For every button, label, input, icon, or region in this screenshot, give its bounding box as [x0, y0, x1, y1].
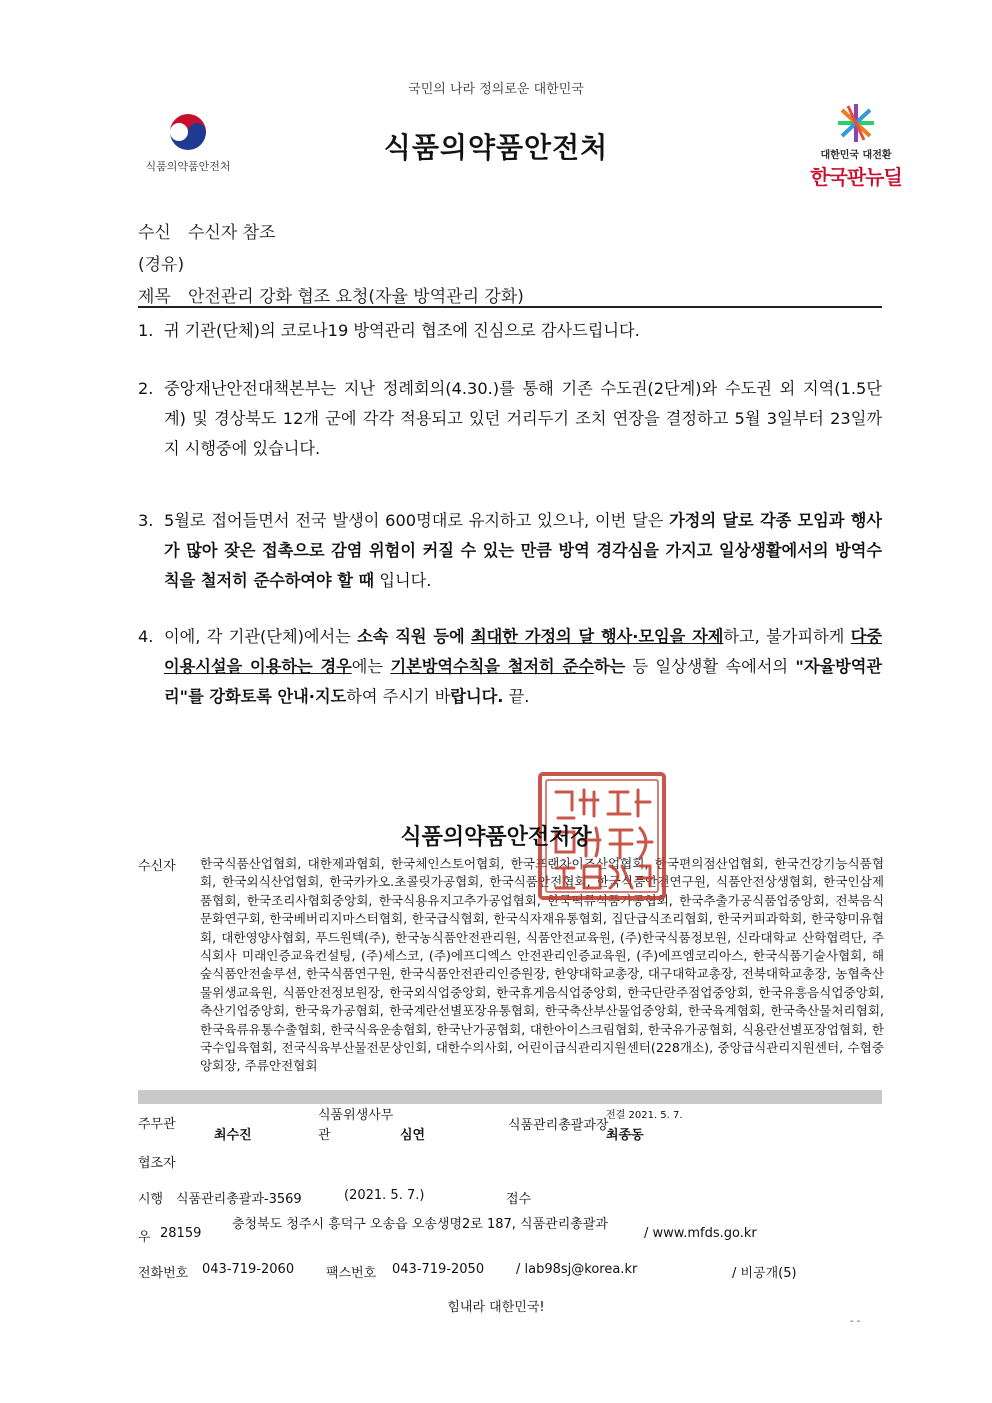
paragraph-3-emphasis: 가정의 달로 각종 모임과 행사가 많아 잦은 접촉으로 감염 위험이 커질 수 있는 만큼 방역 경각심을 가지고 일상생활에서의 방역수칙을 철저히 준수하여야 할 때	[164, 511, 883, 590]
paragraph-4-part-6: 다중이용시설을 이용하는 경우	[164, 627, 882, 676]
paragraph-4-part-7: 에는	[351, 657, 391, 676]
receipt-label: 접수	[506, 1192, 532, 1207]
exec-value: 식품관리총괄과-3569	[176, 1192, 302, 1207]
paragraph-4-part-14: 끝.	[503, 687, 530, 706]
new-deal-subtitle: 대한민국 대전환	[820, 150, 892, 161]
drafter-label: 주무관	[138, 1117, 176, 1132]
recipient-value: 수신자 참조	[188, 223, 276, 243]
header-slogan: 국민의 나라 정의로운 대한민국	[408, 82, 584, 97]
paragraph-4-part-2: 소속 직원 등에	[357, 627, 465, 646]
postal-code: 28159	[160, 1226, 202, 1241]
recipient-key: 수신	[138, 223, 171, 243]
footer-divider-band	[138, 1090, 882, 1104]
paragraph-4-text	[164, 622, 882, 712]
paragraph-4-part-11: "자율방역관리"를 강화토록 안내·지도	[164, 657, 883, 706]
signature-title: 식품의약품안전처장	[400, 825, 592, 850]
paragraph-2-text: 중앙재난안전대책본부는 지난 정례회의(4.30.)를 통해 기존 수도권(2단계)와 수도권 외 지역(1.5단계) 및 경상북도 12개 군에 각각 적용되고 있던 거리두기 조치 연장을 결정하고 5월 3일부터 23일까지 시행중에 있습니다.	[164, 379, 882, 458]
cooperator-label: 협조자	[138, 1156, 176, 1171]
postal-label: 우	[138, 1230, 151, 1245]
new-deal-burst-icon	[826, 102, 886, 144]
bottom-slogan: 힘내라 대한민국!	[447, 1300, 545, 1315]
paragraph-3-text	[164, 506, 882, 596]
paragraph-4-part-12: 하여 주시기 바	[346, 687, 451, 706]
officer-label-1: 식품위생사무	[318, 1108, 394, 1123]
email-link[interactable]: / lab98sj@korea.kr	[516, 1262, 638, 1277]
address: 충청북도 청주시 흥덕구 오송읍 오송생명2로 187, 식품관리총괄과	[232, 1217, 608, 1232]
paragraph-2-number: 2.	[138, 379, 154, 398]
paragraph-3	[138, 506, 882, 596]
paragraph-4-part-10: 등 일상생활 속에서의	[625, 657, 796, 676]
paragraph-1-text: 귀 기관(단체)의 코로나19 방역관리 협조에 진심으로 감사드립니다.	[164, 321, 640, 340]
officer-name: 심연	[400, 1128, 426, 1143]
new-deal-title: 한국판뉴딜	[810, 165, 902, 189]
agency-title: 식품의약품안전처	[383, 131, 609, 164]
recipients-list: 한국식품산업협회, 대한제과협회, 한국체인스토어협회, 한국프랜차이즈산업협회, 한국편의점산업협회, 한국건강기능식품협회, 한국외식산업협회, 한국카카오.초콜릿가공협회, 한국식품안전협회, 한국식품안전연구원, 식품안전상생협회, 한국인삼제품협회, 한국조리사협회중앙회, 한국식용유지고추가공업협회, 한국떡류식품가공협회, 한국추출가공식품업중앙회, 전북음식문화연구회, 한국베버리지마스터협회, 한국급식협회, 한국식자재유통협회, 집단급식조리협회, 한국커피과학회, 한국향미유협회, 대한영양사협회, 푸드원텍(주), 한국농식품안전관리원, 식품안전교육원, (주)한국식품정보원, 신라대학교 산학협력단, 주식회사 미래인증교육컨설팅, (주)세스코, (주)에프디엑스 안전관리인증교육원, (주)에프엠코리아스, 한국식품기술사협회, 해숲식품안전솔루션, 한국식품연구원, 한국식품안전관리인증원장, 한양대학교총장, 대구대학교총장, 전북대학교총장, 농협축산물위생교육원, 식품안전정보원장, 한국외식업중앙회, 한국휴게음식업중앙회, 한국단란주점업중앙회, 한국유흥음식업중앙회, 축산기업중앙회, 한국육가공협회, 한국계란선별포장유통협회, 한국축산부산물업중앙회, 한국육계협회, 한국축산물처리협회, 한국육류유통수출협회, 한국식육운송협회, 한국난가공협회, 대한아이스크림협회, 한국유가공협회, 식용란선별포장업협회, 한국수입육협회, 전국식육부산물전문상인회, 대한수의사회, 어린이급식관리지원센터(228개소), 중앙급식관리지원센터, 수협중앙회장, 주류안전협회	[200, 856, 884, 1074]
subject-value: 안전관리 강화 협조 요청(자율 방역관리 강화)	[188, 287, 524, 307]
korean-new-deal-logo	[796, 102, 916, 190]
recipients-label: 수신자	[138, 859, 176, 874]
agency-logo-label: 식품의약품안전처	[145, 160, 231, 173]
phone-number: 043-719-2060	[202, 1262, 295, 1277]
subject-key: 제목	[138, 287, 171, 307]
via-line: (경유)	[138, 255, 185, 275]
corner-mark: - -	[850, 1316, 861, 1327]
director-name: 최종동	[606, 1128, 644, 1143]
paragraph-1	[138, 316, 882, 346]
exec-label: 시행	[138, 1192, 164, 1207]
paragraph-4	[138, 622, 882, 712]
subject-line	[138, 282, 524, 307]
paragraph-3-part-1: 5월로 접어들면서 전국 발생이 600명대로 유지하고 있으나, 이번 달은	[164, 511, 670, 530]
paragraph-2	[138, 374, 882, 464]
approval-note: 전결 2021. 5. 7.	[606, 1110, 683, 1121]
paragraph-4-part-1: 이에, 각 기관(단체)에서는	[164, 627, 358, 646]
paragraph-4-part-9: 하는	[593, 657, 626, 676]
exec-date: (2021. 5. 7.)	[344, 1188, 425, 1203]
paragraph-3-number: 3.	[138, 511, 154, 530]
recipient-line	[138, 218, 276, 243]
paragraph-4-part-13: 랍니다.	[450, 687, 504, 706]
fax-label: 팩스번호	[326, 1266, 377, 1281]
drafter-name: 최수진	[214, 1128, 252, 1143]
subject-divider	[138, 306, 882, 308]
website-link[interactable]: / www.mfds.go.kr	[644, 1226, 757, 1241]
paragraph-4-part-8: 기본방역수칙을 철저히 준수	[390, 657, 594, 676]
paragraph-3-part-3: 입니다.	[374, 571, 432, 590]
paragraph-4-part-4: 최대한 가정의 달 행사·모임을 자제	[471, 627, 724, 646]
disclosure-status: / 비공개(5)	[732, 1266, 797, 1281]
paragraph-4-part-5: 하고, 불가피하게	[723, 627, 851, 646]
paragraph-4-number: 4.	[138, 627, 154, 646]
fax-number: 043-719-2050	[392, 1262, 485, 1277]
director-label: 식품관리총괄과장	[508, 1118, 609, 1133]
paragraph-1-number: 1.	[138, 321, 154, 340]
officer-label-2: 관	[318, 1128, 331, 1143]
phone-label: 전화번호	[138, 1266, 189, 1281]
